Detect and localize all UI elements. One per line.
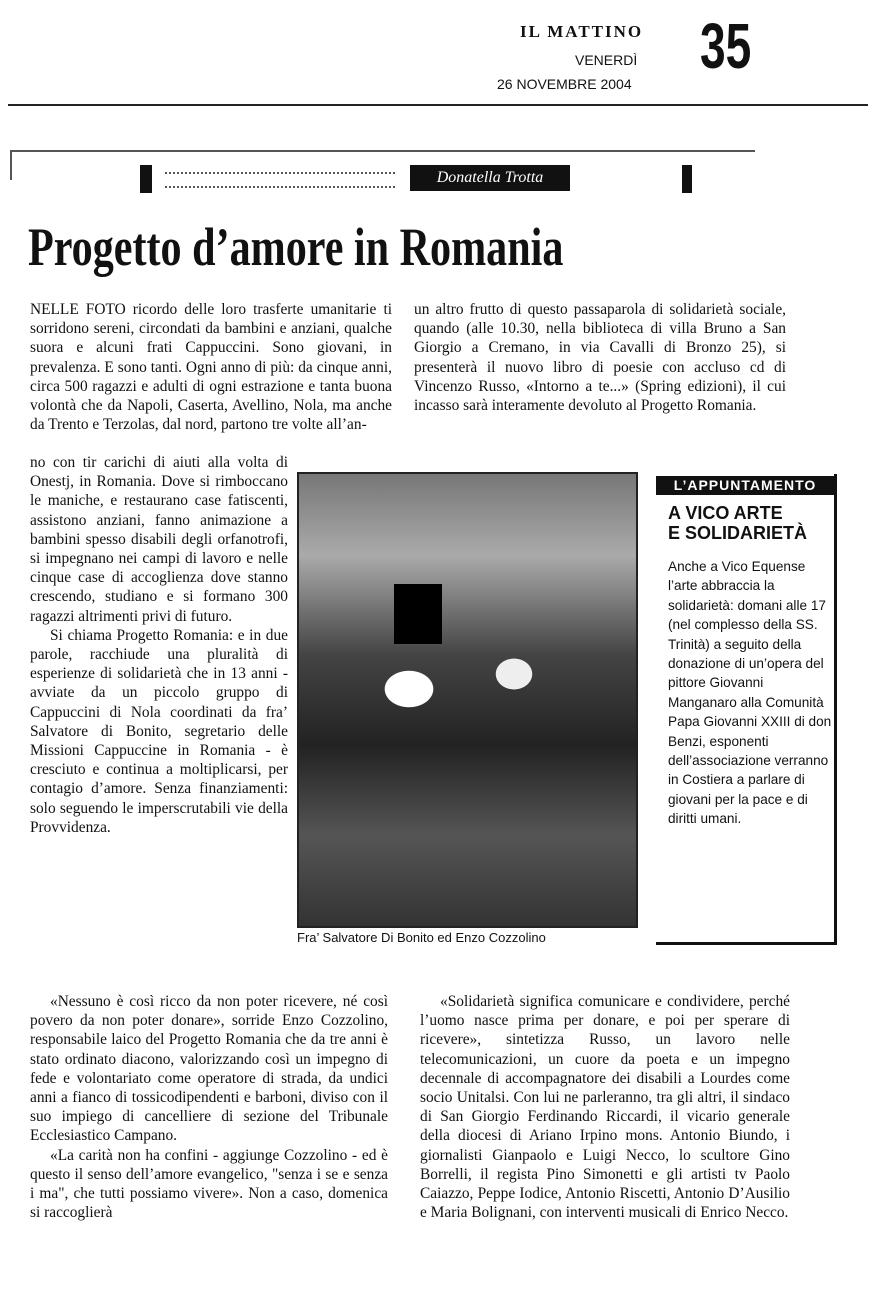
paragraph: NELLE FOTO ricordo delle loro trasferte umanitarie ti sorridono sereni, circondati da bambini e anziani, qualche suora e alcuni frati Cappuccini. Sono giovani, in prevalenza. E sono tanti. Ogni anno di più: da cinque anni, circa 500 ragazzi e adulti di ogni estrazione e tanta buona volontà che da Napoli, Caserta, Avellino, Nola, ma anche da Trento e Terzolas, dal nord, partono tre volte all’an- bbox=[30, 301, 392, 434]
sidebar-kicker: L’APPUNTAMENTO bbox=[656, 476, 834, 495]
article-column-left-narrow bbox=[30, 453, 288, 837]
article-column-left-top bbox=[30, 300, 392, 434]
article-column-right-bottom bbox=[420, 992, 790, 1222]
paragraph: Si chiama Progetto Romania: e in due parole, racchiude una pluralità di esperienze di solidarietà che in 13 anni - avviate da un piccolo gruppo di Cappuccini di Nola coordinati da fra’ Salvatore di Bonito, segretario delle Missioni Cappuccine in Romania - è cresciuto e continua a moltiplicarsi, per contagio d’amore. Senza finanziamenti: solo seguendo le imperscrutabili vie della Provvidenza. bbox=[30, 626, 288, 836]
issue-date: 26 NOVEMBRE 2004 bbox=[497, 76, 632, 92]
newspaper-masthead: IL MATTINO bbox=[520, 22, 644, 41]
article-column-left-bottom bbox=[30, 992, 388, 1222]
photo-dark-patch bbox=[394, 584, 442, 644]
sidebar-title-line: E SOLIDARIETÀ bbox=[668, 523, 808, 543]
issue-day: VENERDÌ bbox=[575, 52, 638, 68]
header-rule bbox=[8, 104, 868, 106]
paragraph: «Nessuno è così ricco da non poter ricevere, né così povero da non poter donare», sorride Enzo Cozzolino, responsabile laico del Progetto Romania che da tre anni è stato ordinato diacono, valorizzando così un impegno di fede e volontariato come operatore di strada, da undici anni a fianco di tossicodipendenti e barboni, diviso con il suo impiego di cancelliere di sezione del Tribunale Ecclesiastico Campano. bbox=[30, 993, 388, 1145]
paragraph: «Solidarietà significa comunicare e condividere, perché l’uomo nasce prima per donare, e poi per sperare di ricevere», sintetizza Russo, un lavoro nelle telecomunicazioni, un cuore da poeta e un impegno decennale di accompagnatore dei disabili a Lourdes come socio Unitalsi. Con lui ne parleranno, tra gli altri, il sindaco di San Giorgio Ferdinando Riccardi, il vicario generale della diocesi di Ariano Irpino mons. Antonio Biundo, i giornalisti Gianpaolo e Luigi Necco, lo scultore Gino Borrelli, il regista Pino Simonetti e gli artisti tv Paolo Caiazzo, Peppe Iodice, Antonio Riscetti, Antonio D’Ausilio e Maria Bolignani, con interventi musicali di Enrico Necco. bbox=[420, 993, 790, 1222]
sidebar-body: Anche a Vico Equense l’arte abbraccia la solidarietà: domani alle 17 (nel complesso della SS. Trinità) a seguito della donazione di un’opera del pittore Giovanni Manganaro alla Comunità Papa Giovanni XXIII di don Benzi, esponenti dell’associazione verranno in Costiera a parlare di giovani per la pace e di diritti umani. bbox=[668, 559, 832, 827]
page-number: 35 bbox=[700, 10, 752, 82]
byline-dots-decoration bbox=[165, 172, 395, 188]
article-top-rule bbox=[10, 150, 755, 152]
paragraph: no con tir carichi di aiuti alla volta di Onestj, in Romania. Dove si rimboccano le maniche, e restaurano case fatiscenti, assistono anziani, fanno animazione a bambini spesso disabili degli orfanotrofi, si impegnano nei campi di lavoro e nelle cinque case di accoglienza dove stanno crescendo, studiano e si formano 300 ragazzi altrimenti privi di futuro. bbox=[30, 454, 288, 625]
byline: Donatella Trotta bbox=[410, 165, 570, 191]
article-left-border bbox=[10, 150, 12, 180]
sidebar-title-line: A VICO ARTE bbox=[668, 503, 783, 523]
article-photo bbox=[297, 472, 638, 928]
paragraph: «La carità non ha confini - aggiunge Cozzolino - ed è questo il senso dell’amore evangelico, "senza i se e senza i ma", che tutti possiamo vivere». Non a caso, domenica si raccoglierà bbox=[30, 1146, 388, 1222]
article-title: Progetto d’amore in Romania bbox=[28, 217, 564, 277]
paragraph: un altro frutto di questo passaparola di solidarietà sociale, quando (alle 10.30, nella biblioteca di villa Bruno a San Giorgio a Cremano, in via Cavalli di Bronzo 25), si presenterà il nuovo libro di poesie con accluso cd di Vincenzo Russo, «Intorno a te...» (Spring edizioni), il cui incasso sarà interamente devoluto al Progetto Romania. bbox=[414, 301, 786, 415]
photo-caption: Fra’ Salvatore Di Bonito ed Enzo Cozzolino bbox=[297, 930, 546, 945]
article-column-right-top bbox=[414, 300, 786, 415]
sidebar-title bbox=[668, 503, 838, 543]
